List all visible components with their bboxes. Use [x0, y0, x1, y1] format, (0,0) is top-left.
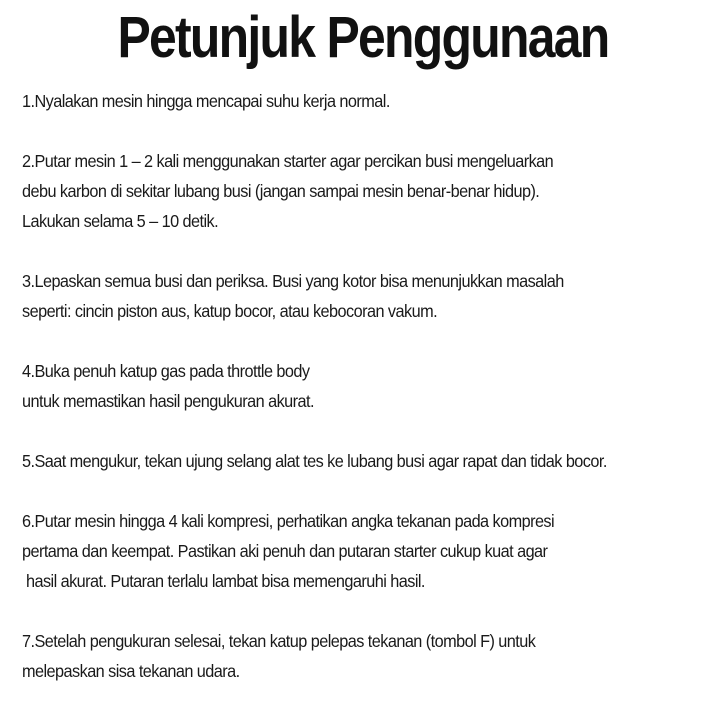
step-7 [22, 626, 722, 686]
step-3 [22, 266, 722, 326]
step-divider [22, 476, 722, 506]
step-7-line-2: melepaskan sisa tekanan udara. [22, 661, 240, 681]
step-5 [22, 446, 722, 476]
step-6 [22, 506, 722, 596]
step-divider [22, 416, 722, 446]
step-2-line-1: 2.Putar mesin 1 – 2 kali menggunakan starter agar percikan busi mengeluarkan [22, 151, 554, 171]
step-6-line-2: pertama dan keempat. Pastikan aki penuh dan putaran starter cukup kuat agar [22, 541, 548, 561]
instruction-list [22, 86, 722, 686]
step-3-line-1: 3.Lepaskan semua busi dan periksa. Busi yang kotor bisa menunjukkan masalah [22, 271, 564, 291]
step-divider [22, 326, 722, 356]
step-divider [22, 116, 722, 146]
step-6-line-3: hasil akurat. Putaran terlalu lambat bisa memengaruhi hasil. [22, 571, 425, 591]
step-7-line-1: 7.Setelah pengukuran selesai, tekan katup pelepas tekanan (tombol F) untuk [22, 631, 536, 651]
step-5-line-1: 5.Saat mengukur, tekan ujung selang alat tes ke lubang busi agar rapat dan tidak bocor. [22, 451, 607, 471]
step-2-line-3: Lakukan selama 5 – 10 detik. [22, 211, 219, 231]
page-title: Petunjuk Penggunaan [117, 5, 609, 70]
step-4 [22, 356, 722, 416]
step-divider [22, 236, 722, 266]
step-4-line-2: untuk memastikan hasil pengukuran akurat. [22, 391, 314, 411]
step-1-line-1: 1.Nyalakan mesin hingga mencapai suhu kerja normal. [22, 91, 390, 111]
step-3-line-2: seperti: cincin piston aus, katup bocor, atau kebocoran vakum. [22, 301, 438, 321]
step-4-line-1: 4.Buka penuh katup gas pada throttle body [22, 361, 310, 381]
step-divider [22, 596, 722, 626]
step-2 [22, 146, 722, 236]
step-1 [22, 86, 722, 116]
step-2-line-2: debu karbon di sekitar lubang busi (jangan sampai mesin benar-benar hidup). [22, 181, 540, 201]
step-6-line-1: 6.Putar mesin hingga 4 kali kompresi, perhatikan angka tekanan pada kompresi [22, 511, 555, 531]
